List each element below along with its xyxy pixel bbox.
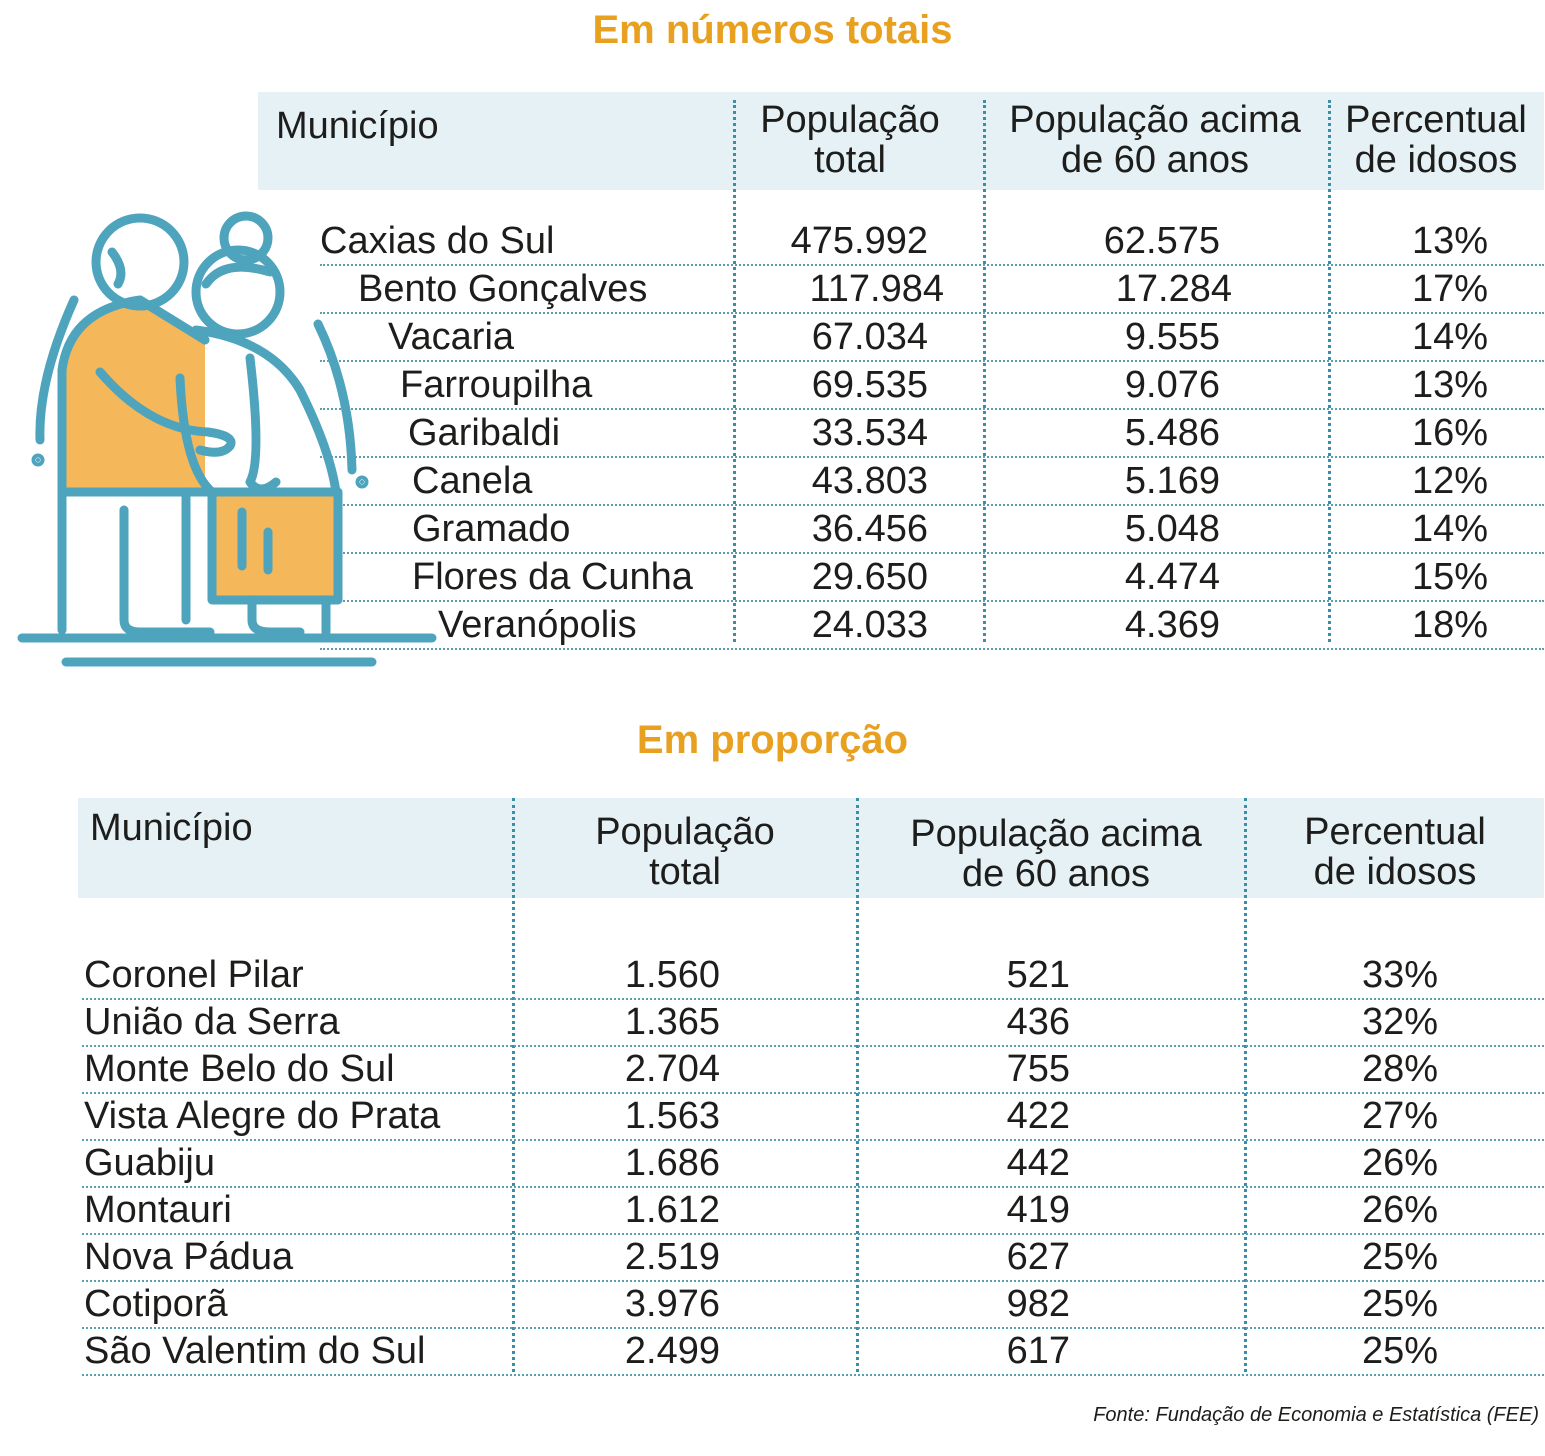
table-row: [82, 952, 1544, 1000]
cell-percent: 25%: [1361, 1330, 1438, 1372]
cell-pop-60: 419: [1006, 1189, 1070, 1231]
table-row: [82, 1234, 1544, 1282]
cell-percent: 15%: [1411, 556, 1488, 598]
cell-pop-60: 62.575: [1103, 220, 1220, 262]
table-row: [320, 554, 1544, 602]
cell-pop-total: 2.704: [624, 1048, 720, 1090]
table-row: [82, 1046, 1544, 1094]
cell-pop-60: 982: [1006, 1283, 1070, 1325]
cell-pop-total: 2.519: [624, 1236, 720, 1278]
table-row: [320, 362, 1544, 410]
table-row: [82, 1093, 1544, 1141]
cell-municipio: Garibaldi: [408, 412, 561, 454]
cell-municipio: São Valentim do Sul: [84, 1330, 426, 1372]
table-row: [320, 314, 1544, 362]
cell-pop-total: 33.534: [811, 412, 928, 454]
cell-percent: 27%: [1361, 1095, 1438, 1137]
cell-municipio: Cotiporã: [84, 1283, 228, 1325]
cell-pop-total: 1.563: [624, 1095, 720, 1137]
cell-municipio: União da Serra: [84, 1001, 340, 1043]
cell-percent: 14%: [1411, 316, 1488, 358]
cell-percent: 18%: [1411, 604, 1488, 646]
cell-pop-total: 36.456: [811, 508, 928, 550]
table-row: [82, 1281, 1544, 1329]
cell-municipio: Guabiju: [84, 1142, 215, 1184]
cell-pop-total: 67.034: [811, 316, 928, 358]
cell-pop-60: 627: [1006, 1236, 1070, 1278]
cell-municipio: Vacaria: [388, 316, 515, 358]
header-pop-60: População acima de 60 anos: [1009, 99, 1301, 181]
elderly-couple-icon: [0, 200, 440, 670]
cell-pop-total: 1.560: [624, 954, 720, 996]
cell-pop-total: 29.650: [811, 556, 928, 598]
cell-pop-60: 5.169: [1124, 460, 1220, 502]
cell-pop-60: 422: [1006, 1095, 1070, 1137]
cell-pop-total: 69.535: [811, 364, 928, 406]
cell-pop-60: 17.284: [1115, 268, 1232, 310]
cell-percent: 14%: [1411, 508, 1488, 550]
header-pop-total: População total: [595, 811, 775, 893]
cell-pop-total: 24.033: [811, 604, 928, 646]
cell-municipio: Canela: [412, 460, 533, 502]
cell-pop-total: 2.499: [624, 1330, 720, 1372]
table-row: [82, 1140, 1544, 1188]
table-row: [82, 1328, 1544, 1376]
header-percent: Percentual de idosos: [1345, 99, 1527, 181]
cell-municipio: Gramado: [412, 508, 571, 550]
table-row: [320, 506, 1544, 554]
cell-municipio: Vista Alegre do Prata: [84, 1095, 441, 1137]
cell-municipio: Caxias do Sul: [320, 220, 555, 262]
cell-percent: 16%: [1411, 412, 1488, 454]
header-pop-60: População acima de 60 anos: [910, 813, 1202, 895]
cell-pop-total: 475.992: [790, 220, 928, 262]
cell-municipio: Farroupilha: [400, 364, 593, 406]
cell-pop-60: 5.048: [1124, 508, 1220, 550]
cell-percent: 32%: [1361, 1001, 1438, 1043]
table-row: [320, 218, 1544, 266]
cell-percent: 13%: [1411, 220, 1488, 262]
cell-pop-60: 755: [1006, 1048, 1070, 1090]
cell-municipio: Veranópolis: [438, 604, 637, 646]
cell-pop-60: 4.474: [1124, 556, 1220, 598]
cell-pop-total: 117.984: [809, 268, 944, 310]
cell-municipio: Montauri: [84, 1189, 232, 1231]
header-municipio: Município: [90, 807, 253, 849]
section-title-totals: Em números totais: [592, 8, 953, 52]
cell-pop-60: 5.486: [1124, 412, 1220, 454]
cell-pop-60: 9.555: [1124, 316, 1220, 358]
table-row: [320, 458, 1544, 506]
cell-municipio: Bento Gonçalves: [358, 268, 648, 310]
cell-pop-total: 3.976: [624, 1283, 720, 1325]
cell-pop-total: 43.803: [811, 460, 928, 502]
header-pop-total: População total: [760, 99, 940, 181]
header-percent: Percentual de idosos: [1304, 811, 1486, 893]
cell-percent: 25%: [1361, 1283, 1438, 1325]
cell-municipio: Coronel Pilar: [84, 954, 304, 996]
cell-percent: 12%: [1411, 460, 1488, 502]
cell-pop-total: 1.686: [624, 1142, 720, 1184]
cell-pop-60: 617: [1006, 1330, 1070, 1372]
cell-percent: 13%: [1411, 364, 1488, 406]
cell-percent: 26%: [1361, 1189, 1438, 1231]
cell-pop-60: 4.369: [1124, 604, 1220, 646]
cell-pop-total: 1.612: [624, 1189, 720, 1231]
cell-municipio: Nova Pádua: [84, 1236, 294, 1278]
table-row: [82, 999, 1544, 1047]
table-row: [82, 1187, 1544, 1235]
table-row: [320, 602, 1544, 650]
table-row: [320, 266, 1544, 314]
cell-pop-60: 436: [1006, 1001, 1070, 1043]
header-municipio: Município: [276, 105, 439, 147]
cell-municipio: Monte Belo do Sul: [84, 1048, 395, 1090]
cell-municipio: Flores da Cunha: [412, 556, 693, 598]
cell-pop-total: 1.365: [624, 1001, 720, 1043]
table-row: [320, 410, 1544, 458]
cell-pop-60: 9.076: [1124, 364, 1220, 406]
cell-percent: 17%: [1411, 268, 1488, 310]
cell-percent: 26%: [1361, 1142, 1438, 1184]
cell-pop-60: 521: [1006, 954, 1070, 996]
cell-percent: 33%: [1361, 954, 1438, 996]
cell-percent: 28%: [1361, 1048, 1438, 1090]
section-title-proportion: Em proporção: [636, 718, 909, 762]
cell-pop-60: 442: [1006, 1142, 1070, 1184]
cell-percent: 25%: [1361, 1236, 1438, 1278]
source-note: Fonte: Fundação de Economia e Estatística (FEE): [1093, 1404, 1539, 1426]
